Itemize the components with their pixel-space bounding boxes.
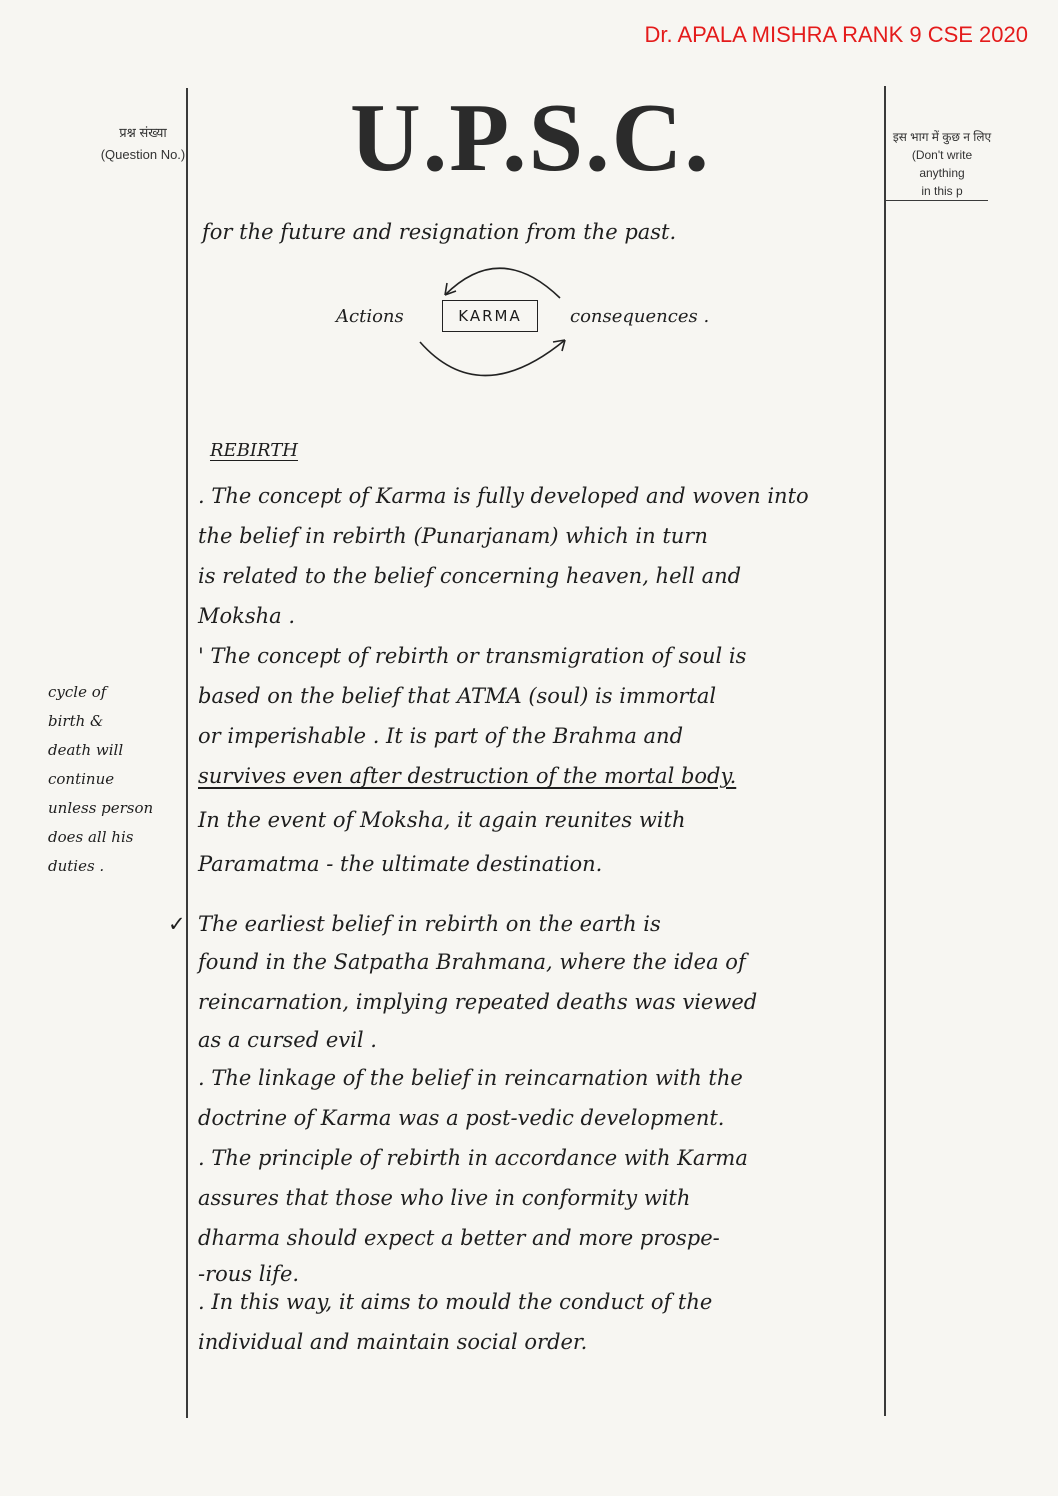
watermark: Dr. APALA MISHRA RANK 9 CSE 2020 bbox=[644, 22, 1028, 47]
line-22: . In this way, it aims to mould the conduct of the bbox=[198, 1290, 713, 1314]
margin-note bbox=[48, 678, 188, 881]
margin-note-line: birth & bbox=[48, 712, 104, 730]
line-8: or imperishable . It is part of the Brahma and bbox=[198, 724, 684, 748]
heading-rebirth: REBIRTH bbox=[210, 440, 298, 461]
margin-note-line: continue bbox=[48, 770, 115, 788]
right-margin-rule bbox=[884, 86, 886, 1416]
dont-write-hindi: इस भाग में कुछ न लिए bbox=[892, 130, 992, 144]
header-rule bbox=[884, 200, 988, 201]
question-label-hindi: प्रश्न संख्या bbox=[119, 125, 167, 140]
margin-note-line: duties . bbox=[48, 857, 105, 875]
margin-note-line: cycle of bbox=[48, 683, 107, 701]
line-3: the belief in rebirth (Punarjanam) which in turn bbox=[198, 524, 708, 548]
line-15: as a cursed evil . bbox=[198, 1028, 377, 1052]
question-number-label bbox=[96, 122, 190, 166]
line-2: . The concept of Karma is fully developed and woven into bbox=[198, 484, 809, 508]
line-13: found in the Satpatha Brahmana, where the idea of bbox=[198, 950, 746, 974]
line-18: . The principle of rebirth in accordance with Karma bbox=[198, 1146, 748, 1170]
dont-write-english-1: (Don't write anything bbox=[911, 148, 973, 180]
diagram-karma-box: KARMA bbox=[442, 300, 538, 332]
line-14: reincarnation, implying repeated deaths was viewed bbox=[198, 990, 758, 1014]
line-17: doctrine of Karma was a post-vedic development. bbox=[198, 1106, 725, 1130]
line-6: ' The concept of rebirth or transmigration of soul is bbox=[198, 644, 747, 668]
line-21: -rous life. bbox=[198, 1262, 300, 1286]
line-11: Paramatma - the ultimate destination. bbox=[198, 852, 603, 876]
dont-write-label bbox=[890, 128, 994, 200]
margin-note-line: does all his bbox=[48, 828, 134, 846]
line-23: individual and maintain social order. bbox=[198, 1330, 588, 1354]
line-10: In the event of Moksha, it again reunites with bbox=[198, 808, 686, 832]
line-9: survives even after destruction of the mortal body. bbox=[198, 764, 737, 788]
line-12: The earliest belief in rebirth on the earth is bbox=[198, 912, 661, 936]
dont-write-english-2: in this p bbox=[921, 184, 963, 198]
margin-note-line: unless person bbox=[48, 799, 154, 817]
cycle-arc-bottom bbox=[420, 340, 565, 376]
line-4: is related to the belief concerning heaven, hell and bbox=[198, 564, 742, 588]
question-label-english: (Question No.) bbox=[100, 147, 186, 162]
cycle-arc-top bbox=[445, 268, 560, 298]
line-19: assures that those who live in conformity with bbox=[198, 1186, 691, 1210]
line-5: Moksha . bbox=[198, 604, 296, 628]
bullet-check-icon: ✓ bbox=[168, 912, 186, 936]
margin-note-line: death will bbox=[48, 741, 124, 759]
line-16: . The linkage of the belief in reincarnation with the bbox=[198, 1066, 743, 1090]
line-0: for the future and resignation from the past. bbox=[202, 220, 677, 244]
line-7: based on the belief that ATMA (soul) is immortal bbox=[198, 684, 717, 708]
line-20: dharma should expect a better and more prospe- bbox=[198, 1226, 720, 1250]
diagram-actions: Actions bbox=[336, 306, 404, 327]
diagram-consequences: consequences . bbox=[570, 306, 710, 327]
upsc-brand: U.P.S.C. bbox=[350, 84, 711, 192]
